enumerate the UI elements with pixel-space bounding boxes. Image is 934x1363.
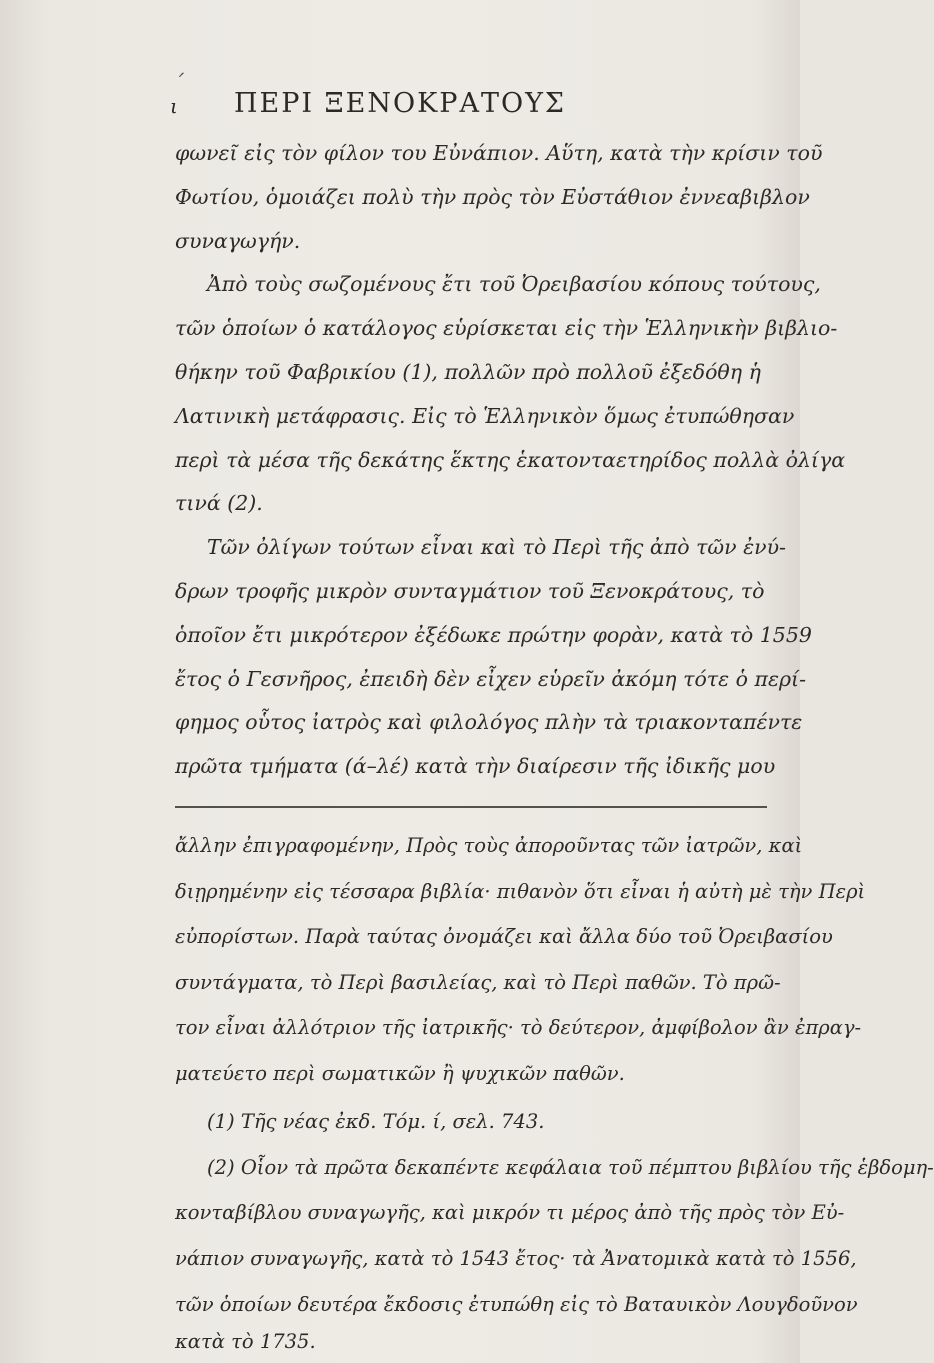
body-line: περὶ τὰ μέσα τῆς δεκάτης ἕκτης ἑκατονταετηρίδος πολλὰ ὀλίγα <box>175 447 846 472</box>
body-line: τινά (2). <box>175 491 263 516</box>
body-line: ἔτος ὁ Γεσνῆρος, ἐπειδὴ δὲν εἶχεν εὑρεῖν ἀκόμη τότε ὁ περί- <box>175 666 806 691</box>
footnote-line: νάπιον συναγωγῆς, κατὰ τὸ 1543 ἔτος· τὰ Ἀνατομικὰ κατὰ τὸ 1556, <box>175 1247 857 1270</box>
body-line: δρων τροφῆς μικρὸν συνταγμάτιον τοῦ Ξενοκράτους, τὸ <box>175 579 765 603</box>
body-line: Ἀπὸ τοὺς σωζομένους ἔτι τοῦ Ὀρειβασίου κόπους τούτους, <box>207 272 821 297</box>
footnote-line: ἄλλην ἐπιγραφομένην, Πρὸς τοὺς ἀποροῦντας τῶν ἰατρῶν, καὶ <box>175 834 803 857</box>
footnote-line: κονταβίβλου συναγωγῆς, καὶ μικρόν τι μέρος ἀπὸ τῆς πρὸς τὸν Εὐ- <box>175 1201 845 1224</box>
body-line: Τῶν ὀλίγων τούτων εἶναι καὶ τὸ Περὶ τῆς ἀπὸ τῶν ἐνύ- <box>207 535 786 560</box>
page-number: ι <box>170 94 178 118</box>
body-line: φημος οὗτος ἰατρὸς καὶ φιλολόγος πλὴν τὰ τριακονταπέντε <box>175 710 803 735</box>
body-line: Φωτίου, ὁμοιάζει πολὺ τὴν πρὸς τὸν Εὐστάθιον ἐννεαβιβλον <box>175 184 810 209</box>
footnote-line: τῶν ὁποίων δευτέρα ἔκδοσις ἐτυπώθη εἰς τὸ Βαταυικὸν Λουγδοῦνον <box>175 1293 858 1316</box>
running-header <box>0 88 800 122</box>
corner-mark: ˊ <box>173 72 184 97</box>
running-title: ΠΕΡΙ ΞΕΝΟΚΡΑΤΟΥΣ <box>233 88 567 119</box>
footnote-line: τον εἶναι ἀλλότριον τῆς ἰατρικῆς· τὸ δεύτερον, ἀμφίβολον ἂν ἐπραγ- <box>175 1016 862 1039</box>
footnote-line: (2) Οἷον τὰ πρῶτα δεκαπέντε κεφάλαια τοῦ πέμπτου βιβλίου τῆς ἑβδομη- <box>207 1156 934 1179</box>
footnote-line: ματεύετο περὶ σωματικῶν ἢ ψυχικῶν παθῶν. <box>175 1062 625 1085</box>
body-line: φωνεῖ εἰς τὸν φίλον του Εὐνάπιον. Αὕτη, κατὰ τὴν κρίσιν τοῦ <box>175 141 823 165</box>
body-line: Λατινικὴ μετάφρασις. Εἰς τὸ Ἑλληνικὸν ὅμως ἐτυπώθησαν <box>175 403 795 428</box>
footnote-line: διῃρημένην εἰς τέσσαρα βιβλία· πιθανὸν ὅτι εἶναι ἡ αὐτὴ μὲ τὴν Περὶ <box>175 880 866 903</box>
body-line: συναγωγήν. <box>175 228 301 253</box>
body-line: πρῶτα τμήματα (ά–λέ) κατὰ τὴν διαίρεσιν τῆς ἰδικῆς μου <box>175 754 776 779</box>
footnote-line: (1) Τῆς νέας ἐκδ. Τόμ. ί, σελ. 743. <box>207 1110 545 1133</box>
body-line: θήκην τοῦ Φαβρικίου (1), πολλῶν πρὸ πολλοῦ ἐξεδόθη ἡ <box>175 360 761 384</box>
body-line: ὁποῖον ἔτι μικρότερον ἐξέδωκε πρώτην φορὰν, κατὰ τὸ 1559 <box>175 622 812 647</box>
body-line: τῶν ὁποίων ὁ κατάλογος εὑρίσκεται εἰς τὴν Ἑλληνικὴν βιβλιο- <box>175 316 838 341</box>
footnote-line: συντάγματα, τὸ Περὶ βασιλείας, καὶ τὸ Περὶ παθῶν. Τὸ πρῶ- <box>175 971 781 994</box>
footnote-line: εὐπορίστων. Παρὰ ταύτας ὀνομάζει καὶ ἄλλα δύο τοῦ Ὀρειβασίου <box>175 925 833 948</box>
footnote-line: κατὰ τὸ 1735. <box>175 1330 316 1353</box>
footnote-rule <box>175 806 767 808</box>
